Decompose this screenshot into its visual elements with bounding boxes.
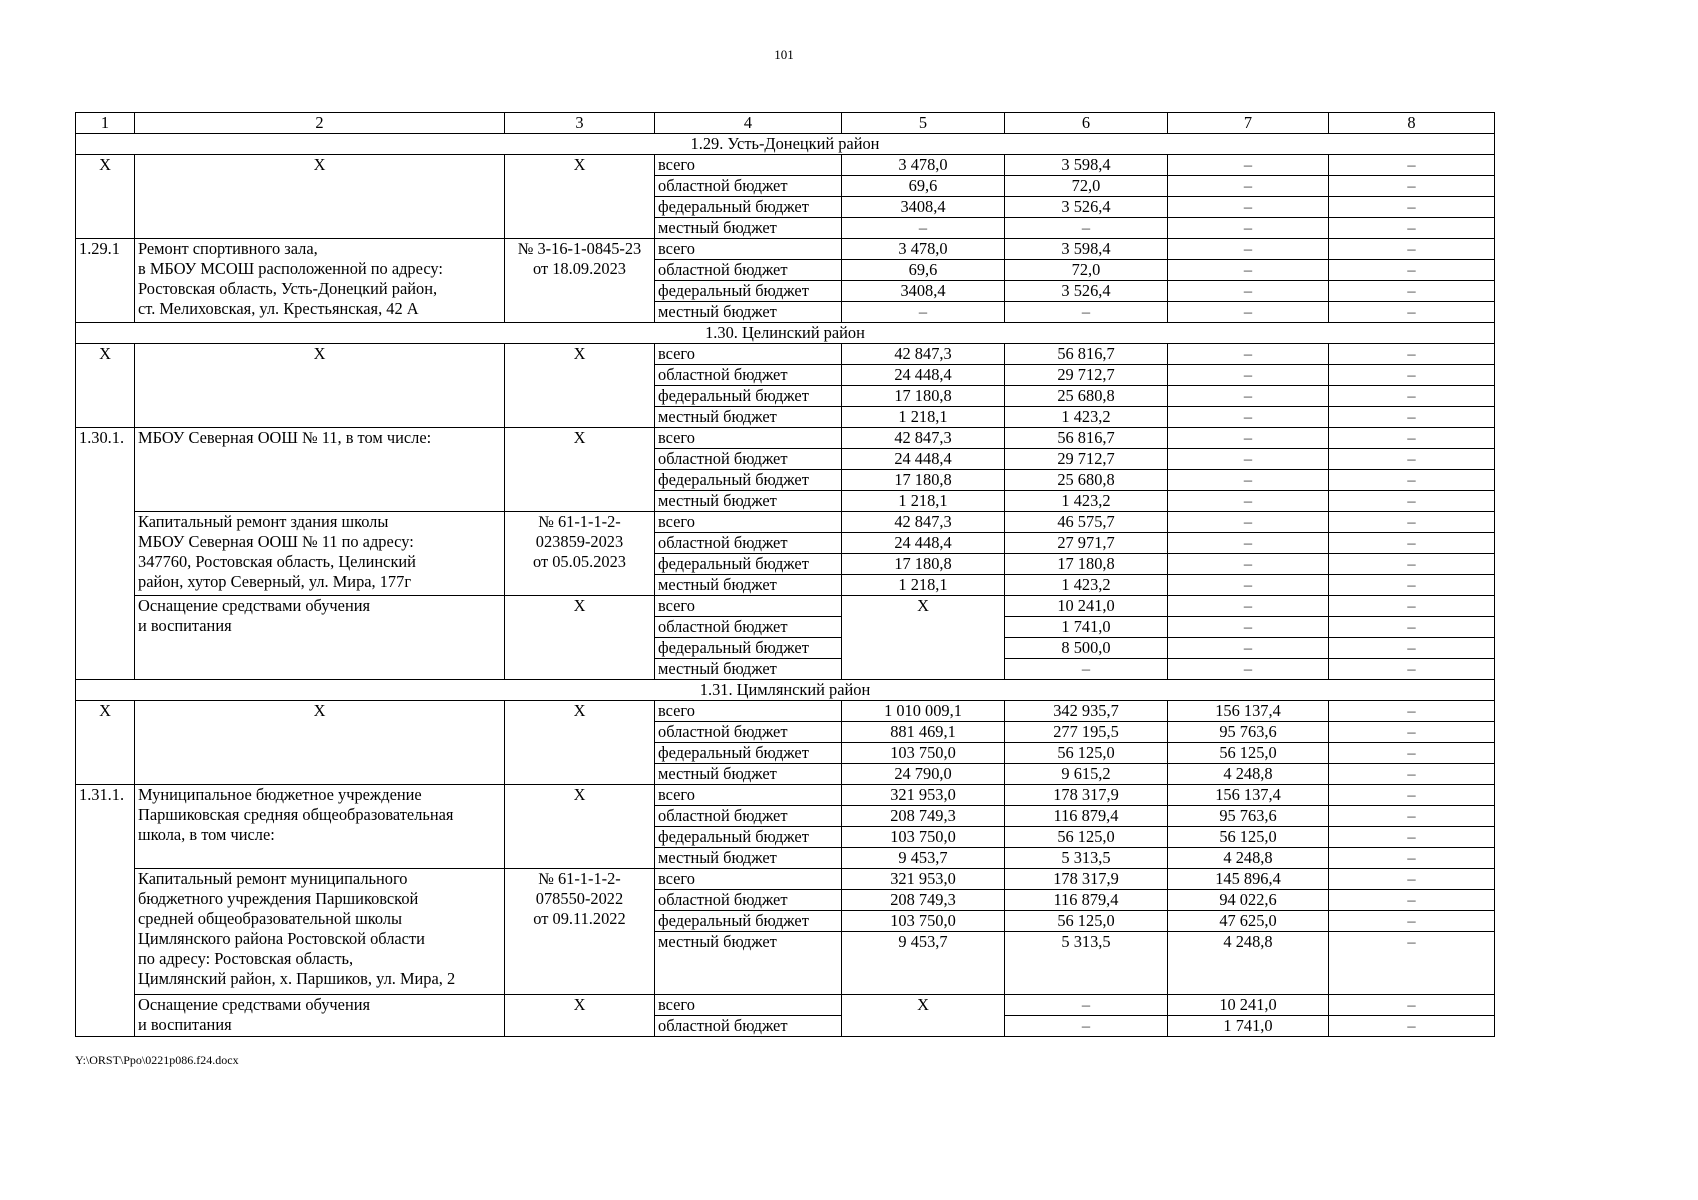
value-cell: – xyxy=(1168,344,1329,365)
value-cell: – xyxy=(1329,785,1495,806)
table-row xyxy=(76,428,1495,449)
fund-label: всего xyxy=(655,512,842,533)
contract-number-line: 023859-2023 xyxy=(535,532,624,551)
contract-number xyxy=(505,869,655,995)
item-description-line: Ремонт спортивного зала, xyxy=(138,239,318,258)
fund-label: местный бюджет xyxy=(655,407,842,428)
header-cell: 5 xyxy=(842,113,1005,134)
value-cell: – xyxy=(1005,1016,1168,1037)
value-cell: 3408,4 xyxy=(842,281,1005,302)
fund-label: местный бюджет xyxy=(655,575,842,596)
budget-table xyxy=(75,112,1495,1037)
x-mark: Х xyxy=(505,785,655,869)
value-cell: 17 180,8 xyxy=(842,554,1005,575)
fund-label: федеральный бюджет xyxy=(655,386,842,407)
header-row xyxy=(76,113,1495,134)
x-mark: Х xyxy=(505,995,655,1037)
section-row xyxy=(76,680,1495,701)
value-cell: – xyxy=(1329,197,1495,218)
page-number: 101 xyxy=(774,47,794,62)
value-cell: 27 971,7 xyxy=(1005,533,1168,554)
value-cell: – xyxy=(1329,470,1495,491)
item-description-line: Паршиковская средняя общеобразовательная xyxy=(138,805,454,824)
value-cell: 1 423,2 xyxy=(1005,491,1168,512)
fund-label: местный бюджет xyxy=(655,302,842,323)
value-cell: – xyxy=(1168,449,1329,470)
subitem-description-line: район, хутор Северный, ул. Мира, 177г xyxy=(138,572,412,591)
x-mark: Х xyxy=(135,701,505,785)
value-cell: 9 615,2 xyxy=(1005,764,1168,785)
value-cell: 1 741,0 xyxy=(1168,1016,1329,1037)
subitem-description xyxy=(135,512,505,596)
contract-number xyxy=(505,512,655,596)
subitem-description xyxy=(135,995,505,1037)
table-row xyxy=(76,155,1495,176)
value-cell: 4 248,8 xyxy=(1168,764,1329,785)
value-cell: 9 453,7 xyxy=(842,848,1005,869)
fund-label: всего xyxy=(655,701,842,722)
value-cell: 3 526,4 xyxy=(1005,281,1168,302)
table-row xyxy=(76,239,1495,260)
fund-label: местный бюджет xyxy=(655,491,842,512)
fund-label: областной бюджет xyxy=(655,722,842,743)
item-number: 1.31.1. xyxy=(76,785,135,1037)
value-cell: 4 248,8 xyxy=(1168,932,1329,995)
value-cell: 3 598,4 xyxy=(1005,239,1168,260)
fund-label: областной бюджет xyxy=(655,617,842,638)
fund-label: всего xyxy=(655,239,842,260)
value-cell: 208 749,3 xyxy=(842,890,1005,911)
footer-file-path: Y:\ORST\Ppo\0221p086.f24.docx xyxy=(75,1053,239,1067)
table-row xyxy=(76,701,1495,722)
fund-label: федеральный бюджет xyxy=(655,743,842,764)
x-mark: Х xyxy=(505,701,655,785)
subitem-description-line: МБОУ Северная ООШ № 11 по адресу: xyxy=(138,532,414,551)
item-description-line: Муниципальное бюджетное учреждение xyxy=(138,785,422,804)
section-title: 1.31. Цимлянский район xyxy=(76,680,1495,701)
value-cell: – xyxy=(1329,659,1495,680)
value-cell: 42 847,3 xyxy=(842,428,1005,449)
x-mark: Х xyxy=(505,596,655,680)
item-number: 1.29.1 xyxy=(76,239,135,323)
value-cell: 29 712,7 xyxy=(1005,365,1168,386)
value-cell: – xyxy=(1168,260,1329,281)
item-description-line: школа, в том числе: xyxy=(138,825,275,844)
header-cell: 3 xyxy=(505,113,655,134)
value-cell: – xyxy=(1329,932,1495,995)
value-cell: 47 625,0 xyxy=(1168,911,1329,932)
subitem-description-line: Цимлянского района Ростовской области xyxy=(138,929,425,948)
subitem-description-line: средней общеобразовательной школы xyxy=(138,909,403,928)
value-cell: 56 816,7 xyxy=(1005,428,1168,449)
value-cell: 24 448,4 xyxy=(842,533,1005,554)
value-cell: 72,0 xyxy=(1005,260,1168,281)
fund-label: всего xyxy=(655,995,842,1016)
value-cell: 1 218,1 xyxy=(842,407,1005,428)
fund-label: федеральный бюджет xyxy=(655,197,842,218)
value-cell: 178 317,9 xyxy=(1005,785,1168,806)
value-cell: – xyxy=(1168,155,1329,176)
value-cell: 95 763,6 xyxy=(1168,722,1329,743)
x-mark: Х xyxy=(505,155,655,239)
value-cell: – xyxy=(1005,302,1168,323)
value-cell: 156 137,4 xyxy=(1168,785,1329,806)
header-cell: 1 xyxy=(76,113,135,134)
value-cell: 156 137,4 xyxy=(1168,701,1329,722)
value-cell: 9 453,7 xyxy=(842,932,1005,995)
table-row xyxy=(76,512,1495,533)
value-cell: 42 847,3 xyxy=(842,512,1005,533)
value-cell: 56 125,0 xyxy=(1005,911,1168,932)
value-cell: 25 680,8 xyxy=(1005,386,1168,407)
section-title: 1.29. Усть-Донецкий район xyxy=(76,134,1495,155)
value-cell: – xyxy=(1329,848,1495,869)
value-cell: – xyxy=(1329,533,1495,554)
value-cell: 1 010 009,1 xyxy=(842,701,1005,722)
value-cell: – xyxy=(1168,575,1329,596)
section-title: 1.30. Целинский район xyxy=(76,323,1495,344)
value-cell: 4 248,8 xyxy=(1168,848,1329,869)
value-cell: – xyxy=(1329,176,1495,197)
value-cell: – xyxy=(1329,218,1495,239)
fund-label: федеральный бюджет xyxy=(655,638,842,659)
value-cell: – xyxy=(1329,596,1495,617)
value-cell: – xyxy=(1329,722,1495,743)
table-row xyxy=(76,869,1495,890)
value-cell: – xyxy=(1329,344,1495,365)
subitem-description-line: Капитальный ремонт здания школы xyxy=(138,512,389,531)
value-cell: – xyxy=(1005,995,1168,1016)
contract-number-line: от 09.11.2022 xyxy=(533,909,626,928)
table-body xyxy=(76,113,1495,1037)
x-mark: Х xyxy=(505,428,655,512)
value-cell: – xyxy=(1329,239,1495,260)
value-cell: – xyxy=(842,302,1005,323)
value-cell: – xyxy=(1329,995,1495,1016)
value-cell: – xyxy=(1329,764,1495,785)
item-description-line: в МБОУ МСОШ расположенной по адресу: xyxy=(138,259,443,278)
value-cell: 69,6 xyxy=(842,176,1005,197)
table-row xyxy=(76,596,1495,617)
item-description xyxy=(135,239,505,323)
value-cell: 95 763,6 xyxy=(1168,806,1329,827)
section-row xyxy=(76,323,1495,344)
value-cell: – xyxy=(1168,638,1329,659)
value-cell: 17 180,8 xyxy=(842,470,1005,491)
value-cell: 342 935,7 xyxy=(1005,701,1168,722)
value-cell: – xyxy=(842,218,1005,239)
value-cell: – xyxy=(1329,575,1495,596)
fund-label: федеральный бюджет xyxy=(655,911,842,932)
value-cell: 3408,4 xyxy=(842,197,1005,218)
fund-label: всего xyxy=(655,155,842,176)
table-row xyxy=(76,785,1495,806)
value-cell: 56 125,0 xyxy=(1168,743,1329,764)
contract-number-line: от 05.05.2023 xyxy=(533,552,626,571)
value-cell: 5 313,5 xyxy=(1005,848,1168,869)
value-cell: 103 750,0 xyxy=(842,911,1005,932)
value-cell: 116 879,4 xyxy=(1005,806,1168,827)
x-mark: Х xyxy=(76,701,135,785)
value-cell: – xyxy=(1329,302,1495,323)
contract-number-line: № 61-1-1-2- xyxy=(538,869,621,888)
value-cell: 56 125,0 xyxy=(1168,827,1329,848)
value-cell: – xyxy=(1168,407,1329,428)
fund-label: областной бюджет xyxy=(655,449,842,470)
value-cell: – xyxy=(1329,491,1495,512)
value-cell: 24 790,0 xyxy=(842,764,1005,785)
value-cell: 3 478,0 xyxy=(842,239,1005,260)
header-cell: 7 xyxy=(1168,113,1329,134)
value-cell: – xyxy=(1329,155,1495,176)
header-cell: 4 xyxy=(655,113,842,134)
subitem-description-line: Капитальный ремонт муниципального xyxy=(138,869,408,888)
value-cell: 3 598,4 xyxy=(1005,155,1168,176)
item-description-line: ст. Мелиховская, ул. Крестьянская, 42 А xyxy=(138,299,419,318)
x-mark: Х xyxy=(76,344,135,428)
fund-label: всего xyxy=(655,428,842,449)
value-cell: 17 180,8 xyxy=(1005,554,1168,575)
value-cell: – xyxy=(1329,827,1495,848)
section-row xyxy=(76,134,1495,155)
fund-label: областной бюджет xyxy=(655,533,842,554)
value-cell: – xyxy=(1168,218,1329,239)
value-cell: 42 847,3 xyxy=(842,344,1005,365)
contract-number-line: 078550-2022 xyxy=(535,889,624,908)
value-cell: – xyxy=(1329,911,1495,932)
value-cell: 145 896,4 xyxy=(1168,869,1329,890)
contract-number xyxy=(505,239,655,323)
contract-number-line: № 3-16-1-0845-23 xyxy=(517,239,642,258)
value-cell: – xyxy=(1168,281,1329,302)
value-cell: 10 241,0 xyxy=(1005,596,1168,617)
value-cell: 56 816,7 xyxy=(1005,344,1168,365)
value-cell: – xyxy=(1329,386,1495,407)
value-cell: – xyxy=(1329,428,1495,449)
value-cell: – xyxy=(1005,218,1168,239)
value-cell: 208 749,3 xyxy=(842,806,1005,827)
fund-label: федеральный бюджет xyxy=(655,470,842,491)
value-cell: 1 423,2 xyxy=(1005,407,1168,428)
value-cell: – xyxy=(1329,365,1495,386)
subitem-description-line: бюджетного учреждения Паршиковской xyxy=(138,889,419,908)
value-cell: 881 469,1 xyxy=(842,722,1005,743)
item-description xyxy=(135,785,505,869)
value-cell: – xyxy=(1168,470,1329,491)
subitem-description-line: 347760, Ростовская область, Целинский xyxy=(138,552,416,571)
value-cell: 46 575,7 xyxy=(1005,512,1168,533)
header-cell: 2 xyxy=(135,113,505,134)
x-mark: Х xyxy=(135,344,505,428)
value-cell: – xyxy=(1168,659,1329,680)
value-cell: – xyxy=(1329,260,1495,281)
header-cell: 8 xyxy=(1329,113,1495,134)
x-mark: Х xyxy=(842,995,1005,1037)
value-cell: 321 953,0 xyxy=(842,785,1005,806)
value-cell: 3 526,4 xyxy=(1005,197,1168,218)
fund-label: областной бюджет xyxy=(655,806,842,827)
value-cell: 1 741,0 xyxy=(1005,617,1168,638)
value-cell: 103 750,0 xyxy=(842,827,1005,848)
value-cell: – xyxy=(1168,302,1329,323)
value-cell: 29 712,7 xyxy=(1005,449,1168,470)
value-cell: 5 313,5 xyxy=(1005,932,1168,995)
value-cell: – xyxy=(1168,596,1329,617)
item-number: 1.30.1. xyxy=(76,428,135,680)
value-cell: – xyxy=(1168,491,1329,512)
fund-label: федеральный бюджет xyxy=(655,827,842,848)
fund-label: местный бюджет xyxy=(655,218,842,239)
contract-number-line: № 61-1-1-2- xyxy=(538,512,621,531)
value-cell: – xyxy=(1168,617,1329,638)
subitem-description-line: и воспитания xyxy=(138,616,232,635)
value-cell: – xyxy=(1329,281,1495,302)
value-cell: – xyxy=(1329,617,1495,638)
value-cell: 56 125,0 xyxy=(1005,827,1168,848)
fund-label: всего xyxy=(655,596,842,617)
fund-label: федеральный бюджет xyxy=(655,281,842,302)
value-cell: 24 448,4 xyxy=(842,365,1005,386)
value-cell: – xyxy=(1329,890,1495,911)
value-cell: – xyxy=(1168,512,1329,533)
x-mark: Х xyxy=(76,155,135,239)
header-cell: 6 xyxy=(1005,113,1168,134)
table-row xyxy=(76,995,1495,1016)
value-cell: – xyxy=(1168,197,1329,218)
value-cell: – xyxy=(1168,386,1329,407)
value-cell: 1 423,2 xyxy=(1005,575,1168,596)
value-cell: 8 500,0 xyxy=(1005,638,1168,659)
subitem-description-line: Цимлянский район, х. Паршиков, ул. Мира, 2 xyxy=(138,969,456,988)
value-cell: – xyxy=(1168,428,1329,449)
value-cell: 17 180,8 xyxy=(842,386,1005,407)
value-cell: 3 478,0 xyxy=(842,155,1005,176)
value-cell: – xyxy=(1168,239,1329,260)
value-cell: – xyxy=(1329,554,1495,575)
value-cell: – xyxy=(1168,176,1329,197)
value-cell: – xyxy=(1168,533,1329,554)
fund-label: всего xyxy=(655,344,842,365)
item-description: МБОУ Северная ООШ № 11, в том числе: xyxy=(135,428,505,512)
value-cell: – xyxy=(1168,554,1329,575)
subitem-description-line: и воспитания xyxy=(138,1015,232,1034)
subitem-description-line: по адресу: Ростовская область, xyxy=(138,949,354,968)
subitem-description xyxy=(135,869,505,995)
value-cell: 56 125,0 xyxy=(1005,743,1168,764)
value-cell: – xyxy=(1329,407,1495,428)
value-cell: 10 241,0 xyxy=(1168,995,1329,1016)
value-cell: 69,6 xyxy=(842,260,1005,281)
subitem-description xyxy=(135,596,505,680)
item-description-line: Ростовская область, Усть-Донецкий район, xyxy=(138,279,438,298)
fund-label: федеральный бюджет xyxy=(655,554,842,575)
value-cell: – xyxy=(1329,806,1495,827)
subitem-description-line: Оснащение средствами обучения xyxy=(138,596,371,615)
value-cell: 103 750,0 xyxy=(842,743,1005,764)
value-cell: 1 218,1 xyxy=(842,491,1005,512)
value-cell: – xyxy=(1329,743,1495,764)
x-mark: Х xyxy=(842,596,1005,680)
subitem-description-line: Оснащение средствами обучения xyxy=(138,995,371,1014)
table-row xyxy=(76,344,1495,365)
fund-label: местный бюджет xyxy=(655,764,842,785)
fund-label: всего xyxy=(655,869,842,890)
contract-number-line: от 18.09.2023 xyxy=(533,259,626,278)
x-mark: Х xyxy=(505,344,655,428)
value-cell: 116 879,4 xyxy=(1005,890,1168,911)
value-cell: – xyxy=(1168,365,1329,386)
value-cell: – xyxy=(1329,638,1495,659)
value-cell: – xyxy=(1005,659,1168,680)
fund-label: областной бюджет xyxy=(655,260,842,281)
value-cell: 25 680,8 xyxy=(1005,470,1168,491)
fund-label: местный бюджет xyxy=(655,659,842,680)
fund-label: всего xyxy=(655,785,842,806)
value-cell: – xyxy=(1329,512,1495,533)
value-cell: 24 448,4 xyxy=(842,449,1005,470)
value-cell: 1 218,1 xyxy=(842,575,1005,596)
value-cell: 178 317,9 xyxy=(1005,869,1168,890)
value-cell: 72,0 xyxy=(1005,176,1168,197)
fund-label: областной бюджет xyxy=(655,890,842,911)
value-cell: 94 022,6 xyxy=(1168,890,1329,911)
fund-label: местный бюджет xyxy=(655,932,842,995)
value-cell: 321 953,0 xyxy=(842,869,1005,890)
value-cell: – xyxy=(1329,869,1495,890)
value-cell: – xyxy=(1329,1016,1495,1037)
value-cell: 277 195,5 xyxy=(1005,722,1168,743)
x-mark: Х xyxy=(135,155,505,239)
fund-label: областной бюджет xyxy=(655,176,842,197)
fund-label: областной бюджет xyxy=(655,365,842,386)
value-cell: – xyxy=(1329,701,1495,722)
fund-label: местный бюджет xyxy=(655,848,842,869)
fund-label: областной бюджет xyxy=(655,1016,842,1037)
value-cell: – xyxy=(1329,449,1495,470)
